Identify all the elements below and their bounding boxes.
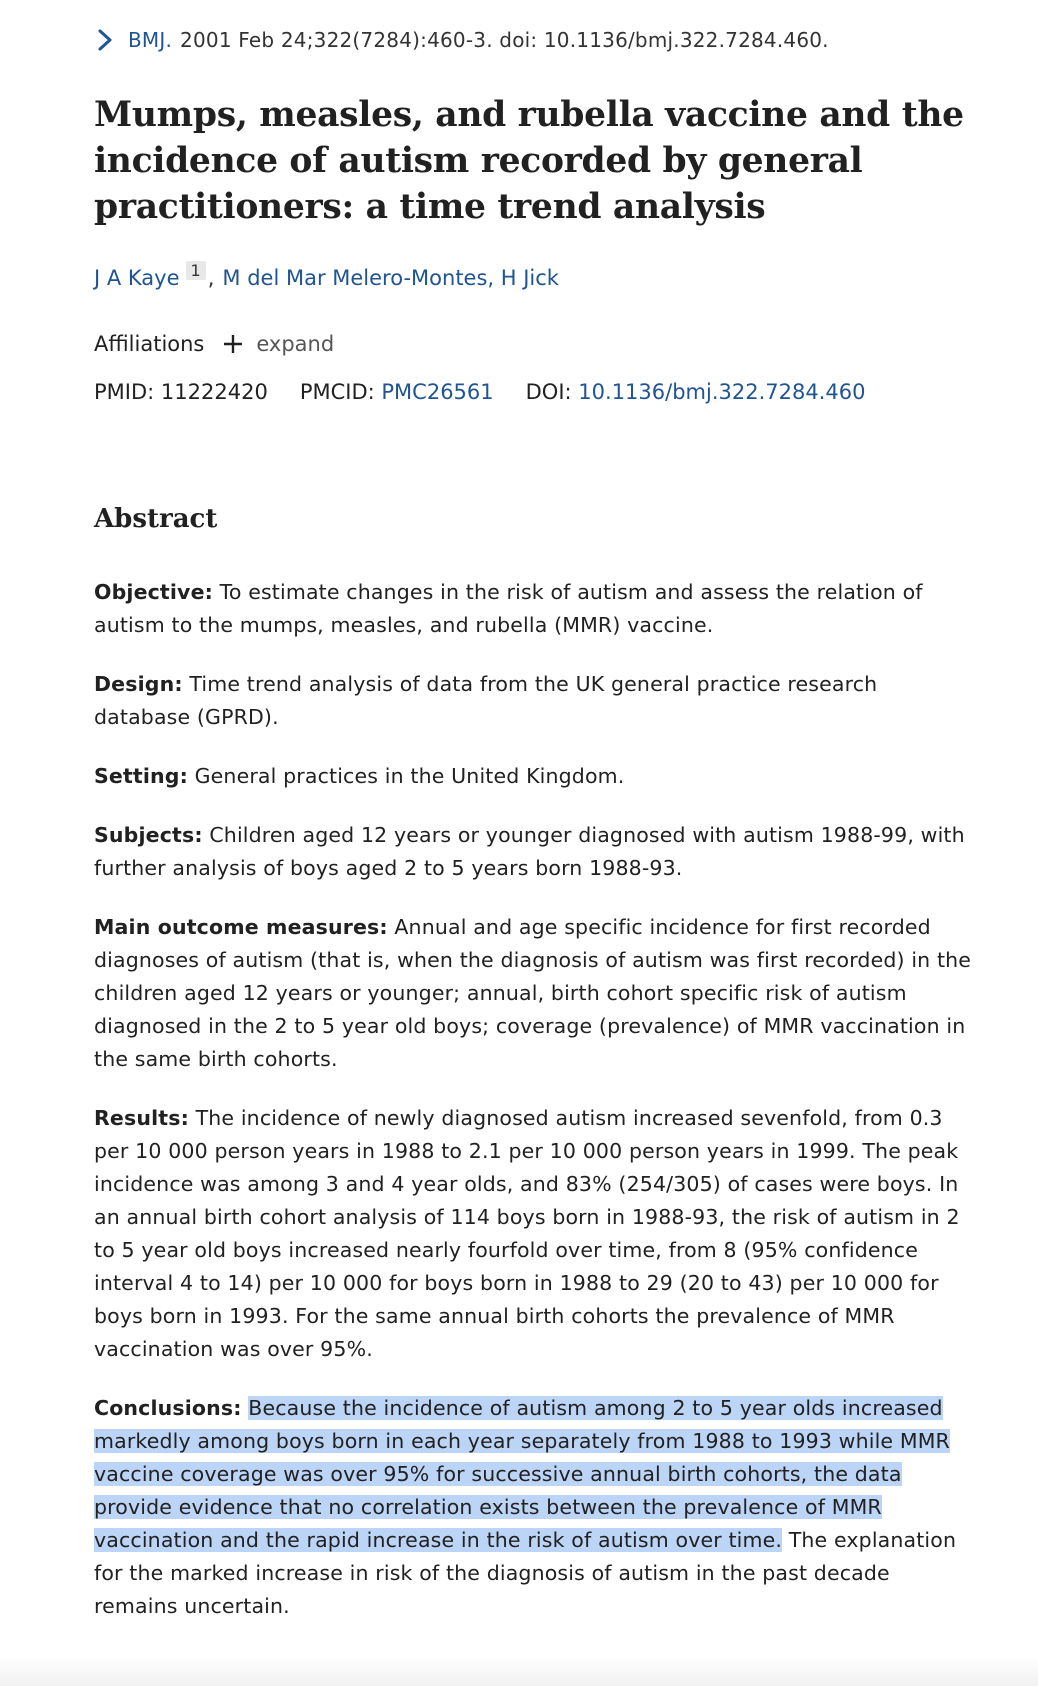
abstract-heading: Abstract (94, 504, 218, 534)
journal-name[interactable]: BMJ. (128, 28, 173, 52)
conclusions-text: The explanation for the marked increase in risk of the diagnosis of autism in the past decade remains uncertain. (94, 1528, 957, 1618)
bottom-fade (0, 1656, 1038, 1686)
affiliation-superscript[interactable]: 1 (186, 261, 206, 280)
plus-icon[interactable] (222, 333, 244, 355)
outcome-section (94, 911, 974, 1076)
results-label: Results: (94, 1106, 189, 1130)
setting-text: General practices in the United Kingdom. (187, 764, 625, 788)
author-link[interactable]: J A Kaye (94, 266, 180, 290)
expand-link[interactable]: expand (256, 332, 335, 356)
pmcid-link[interactable]: PMC26561 (381, 380, 494, 404)
doi-label: DOI: (525, 380, 572, 404)
author-links-rest[interactable]: M del Mar Melero-Montes, H Jick (222, 266, 559, 290)
pmcid-label: PMCID: (299, 380, 375, 404)
author-list (94, 260, 974, 290)
design-section (94, 668, 974, 734)
outcome-label: Main outcome measures: (94, 915, 388, 939)
conclusions-section (94, 1392, 974, 1623)
subjects-label: Subjects: (94, 823, 203, 847)
article-page (94, 28, 974, 1644)
subjects-text: Children aged 12 years or younger diagnosed with autism 1988-99, with further analysis of boys aged 2 to 5 years born 1988-93. (94, 823, 965, 880)
objective-section (94, 576, 974, 642)
citation-line[interactable] (94, 28, 974, 52)
pmid (94, 380, 268, 404)
article-title: Mumps, measles, and rubella vaccine and the incidence of autism recorded by general practitioners: a time trend analysis (94, 95, 964, 227)
pmid-value: 11222420 (160, 380, 268, 404)
results-section (94, 1102, 974, 1366)
objective-text: To estimate changes in the risk of autism and assess the relation of autism to the mumps, measles, and rubella (MMR) vaccine. (94, 580, 923, 637)
objective-label: Objective: (94, 580, 213, 604)
conclusions-label: Conclusions: (94, 1396, 242, 1420)
design-text: Time trend analysis of data from the UK general practice research database (GPRD). (94, 672, 878, 729)
pmcid (300, 380, 494, 404)
pmid-label: PMID: (94, 380, 155, 404)
identifiers (94, 380, 974, 404)
affiliations-label: Affiliations (94, 332, 205, 356)
doi-link[interactable]: 10.1136/bmj.322.7284.460 (578, 380, 866, 404)
results-text: The incidence of newly diagnosed autism increased sevenfold, from 0.3 per 10 000 person years in 1988 to 2.1 per 10 000 person years in 1999. The peak incidence was among 3 and 4 year olds, and 83% (254/305) of cases were boys. In an annual birth cohort analysis of 114 boys born in 1988-93, the risk of autism in 2 to 5 year old boys increased nearly fourfold over time, from 8 (95% confidence interval 4 to 14) per 10 000 for boys born in 1988 to 29 (20 to 43) per 10 000 for boys born in 1993. For the same annual birth cohorts the prevalence of MMR vaccination was over 95%. (94, 1106, 960, 1361)
highlighted-selection[interactable]: Because the incidence of autism among 2 to 5 year olds increased markedly among boys born in each year separately from 1988 to 1993 while MMR vaccine coverage was over 95% for successive annual birth cohorts, the data provide evidence that no correlation exists between the prevalence of MMR vaccination and the rapid increase in the risk of autism over time. (94, 1396, 950, 1552)
subjects-section (94, 819, 974, 885)
author-separator: , (207, 266, 215, 290)
doi (526, 380, 866, 404)
design-label: Design: (94, 672, 183, 696)
affiliations-toggle[interactable] (94, 332, 974, 356)
citation-details: 2001 Feb 24;322(7284):460-3. doi: 10.1136/bmj.322.7284.460. (180, 28, 829, 52)
setting-section (94, 760, 974, 793)
chevron-right-icon[interactable] (94, 28, 116, 52)
outcome-text: Annual and age specific incidence for first recorded diagnoses of autism (that is, when the diagnosis of autism was first recorded) in the children aged 12 years or younger; annual, birth cohort specific risk of autism diagnosed in the 2 to 5 year old boys; coverage (prevalence) of MMR vaccination in the same birth cohorts. (94, 915, 972, 1071)
setting-label: Setting: (94, 764, 188, 788)
